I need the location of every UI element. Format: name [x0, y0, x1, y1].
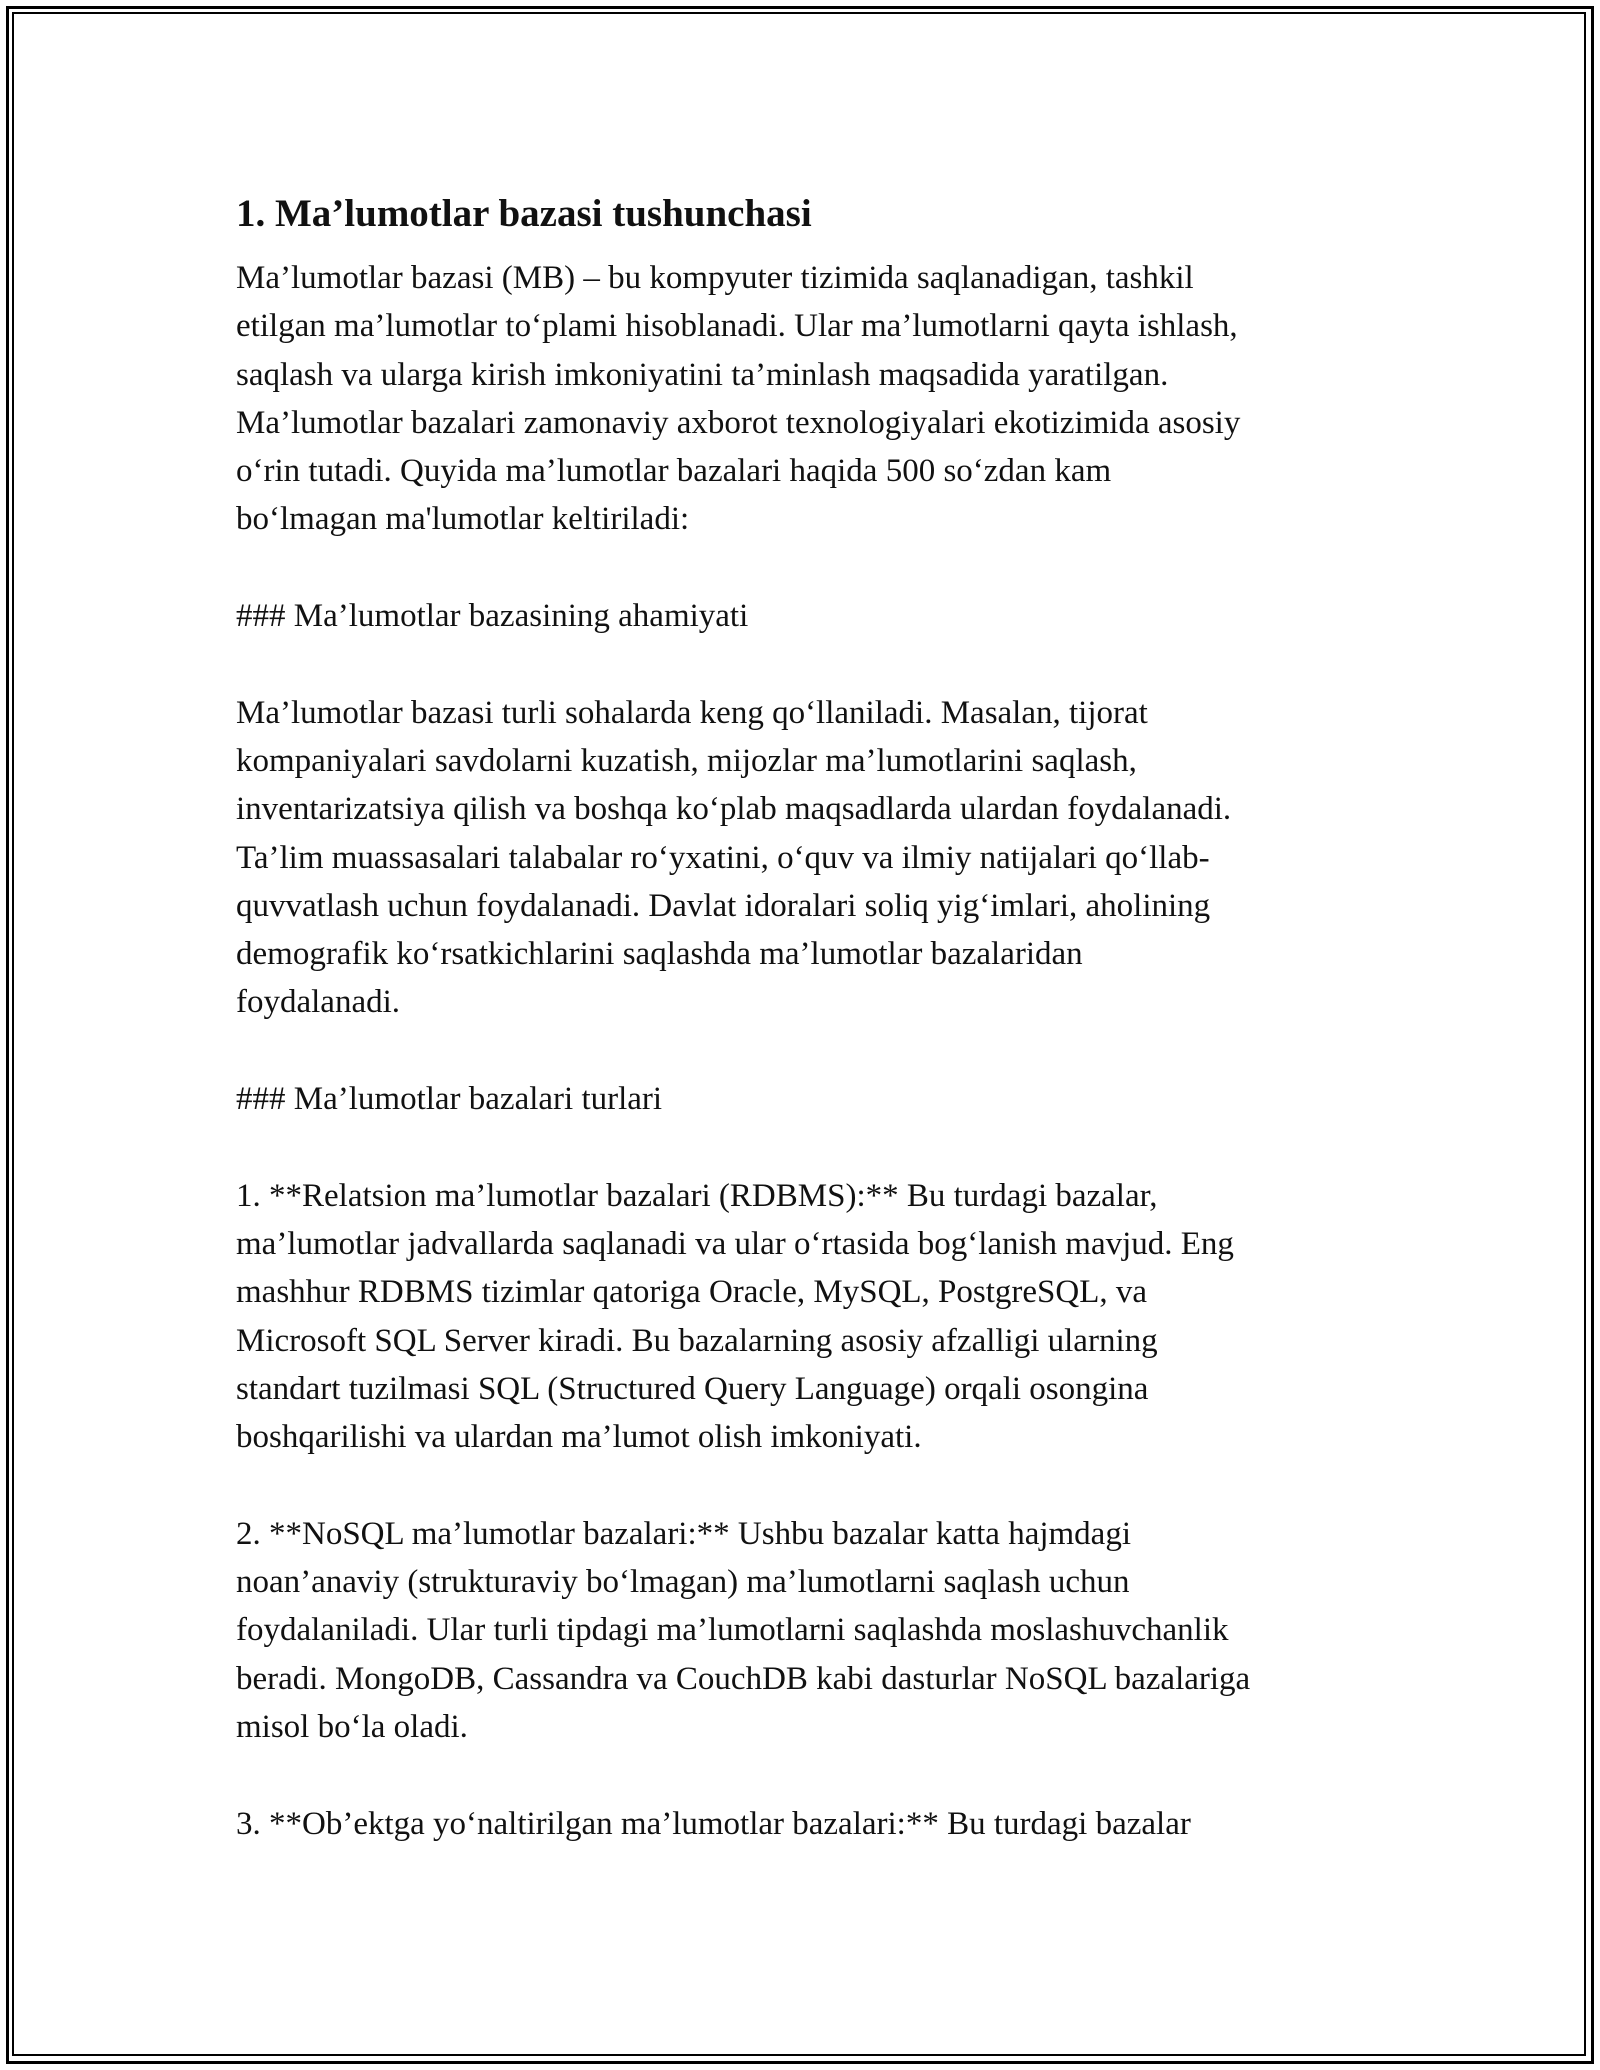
paragraph-spacer	[236, 1461, 1376, 1509]
paragraph-importance	[236, 689, 1376, 1027]
text-line: saqlash va ularga kirish imkoniyatini ta’minlash maqsadida yaratilgan.	[236, 356, 1169, 393]
document-body	[236, 184, 1376, 1848]
text-line: inventarizatsiya qilish va boshqa ko‘plab maqsadlarda ulardan foydalanadi.	[236, 791, 1232, 828]
text-line: foydalaniladi. Ular turli tipdagi ma’lumotlarni saqlashda moslashuvchanlik	[236, 1612, 1229, 1649]
list-item-object-oriented	[236, 1800, 1376, 1848]
text-line: ma’lumotlar jadvallarda saqlanadi va ular o‘rtasida bog‘lanish mavjud. Eng	[236, 1225, 1234, 1262]
paragraph-spacer	[236, 640, 1376, 688]
document-title: 1. Ma’lumotlar bazasi tushunchasi	[236, 192, 812, 235]
text-line: bo‘lmagan ma'lumotlar keltiriladi:	[236, 501, 690, 538]
list-item-rdbms	[236, 1172, 1376, 1462]
paragraph-spacer	[236, 1123, 1376, 1171]
text-line: 1. **Relatsion ma’lumotlar bazalari (RDBMS):** Bu turdagi bazalar,	[236, 1177, 1158, 1214]
section-heading-types	[236, 1075, 1376, 1123]
text-line: Ta’lim muassasalari talabalar ro‘yxatini, o‘quv va ilmiy natijalari qo‘llab-	[236, 839, 1210, 876]
text-line: noan’anaviy (strukturaviy bo‘lmagan) ma’lumotlarni saqlash uchun	[236, 1564, 1130, 1601]
list-item-nosql	[236, 1510, 1376, 1751]
text-line: ### Ma’lumotlar bazasining ahamiyati	[236, 598, 749, 635]
text-line: 3. **Ob’ektga yo‘naltirilgan ma’lumotlar bazalari:** Bu turdagi bazalar	[236, 1805, 1191, 1842]
paragraph-spacer	[236, 1027, 1376, 1075]
text-line: o‘rin tutadi. Quyida ma’lumotlar bazalari haqida 500 so‘zdan kam	[236, 453, 1112, 490]
paragraph-spacer	[236, 544, 1376, 592]
text-line: misol bo‘la oladi.	[236, 1708, 468, 1745]
text-line: Ma’lumotlar bazasi (MB) – bu kompyuter tizimida saqlanadigan, tashkil	[236, 260, 1194, 296]
text-line: boshqarilishi va ulardan ma’lumot olish imkoniyati.	[236, 1419, 922, 1456]
text-line: Microsoft SQL Server kiradi. Bu bazalarning asosiy afzalligi ularning	[236, 1322, 1158, 1359]
text-line: 2. **NoSQL ma’lumotlar bazalari:** Ushbu bazalar katta hajmdagi	[236, 1515, 1131, 1552]
text-line: standart tuzilmasi SQL (Structured Query Language) orqali osongina	[236, 1370, 1149, 1407]
text-line: beradi. MongoDB, Cassandra va CouchDB kabi dasturlar NoSQL bazalariga	[236, 1660, 1251, 1697]
text-line: mashhur RDBMS tizimlar qatoriga Oracle, MySQL, PostgreSQL, va	[236, 1274, 1148, 1311]
text-line: etilgan ma’lumotlar to‘plami hisoblanadi. Ular ma’lumotlarni qayta ishlash,	[236, 308, 1238, 345]
text-line: kompaniyalari savdolarni kuzatish, mijozlar ma’lumotlarini saqlash,	[236, 742, 1137, 779]
section-heading-importance	[236, 592, 1376, 640]
paragraph-spacer	[236, 1751, 1376, 1799]
text-line: Ma’lumotlar bazalari zamonaviy axborot texnologiyalari ekotizimida asosiy	[236, 404, 1241, 441]
text-line: quvvatlash uchun foydalanadi. Davlat idoralari soliq yig‘imlari, aholining	[236, 887, 1211, 924]
text-line: ### Ma’lumotlar bazalari turlari	[236, 1081, 663, 1118]
text-line: Ma’lumotlar bazasi turli sohalarda keng qo‘llaniladi. Masalan, tijorat	[236, 694, 1148, 731]
text-line: foydalanadi.	[236, 984, 401, 1021]
paragraph-intro	[236, 254, 1376, 544]
text-line: demografik ko‘rsatkichlarini saqlashda ma’lumotlar bazalaridan	[236, 936, 1083, 973]
